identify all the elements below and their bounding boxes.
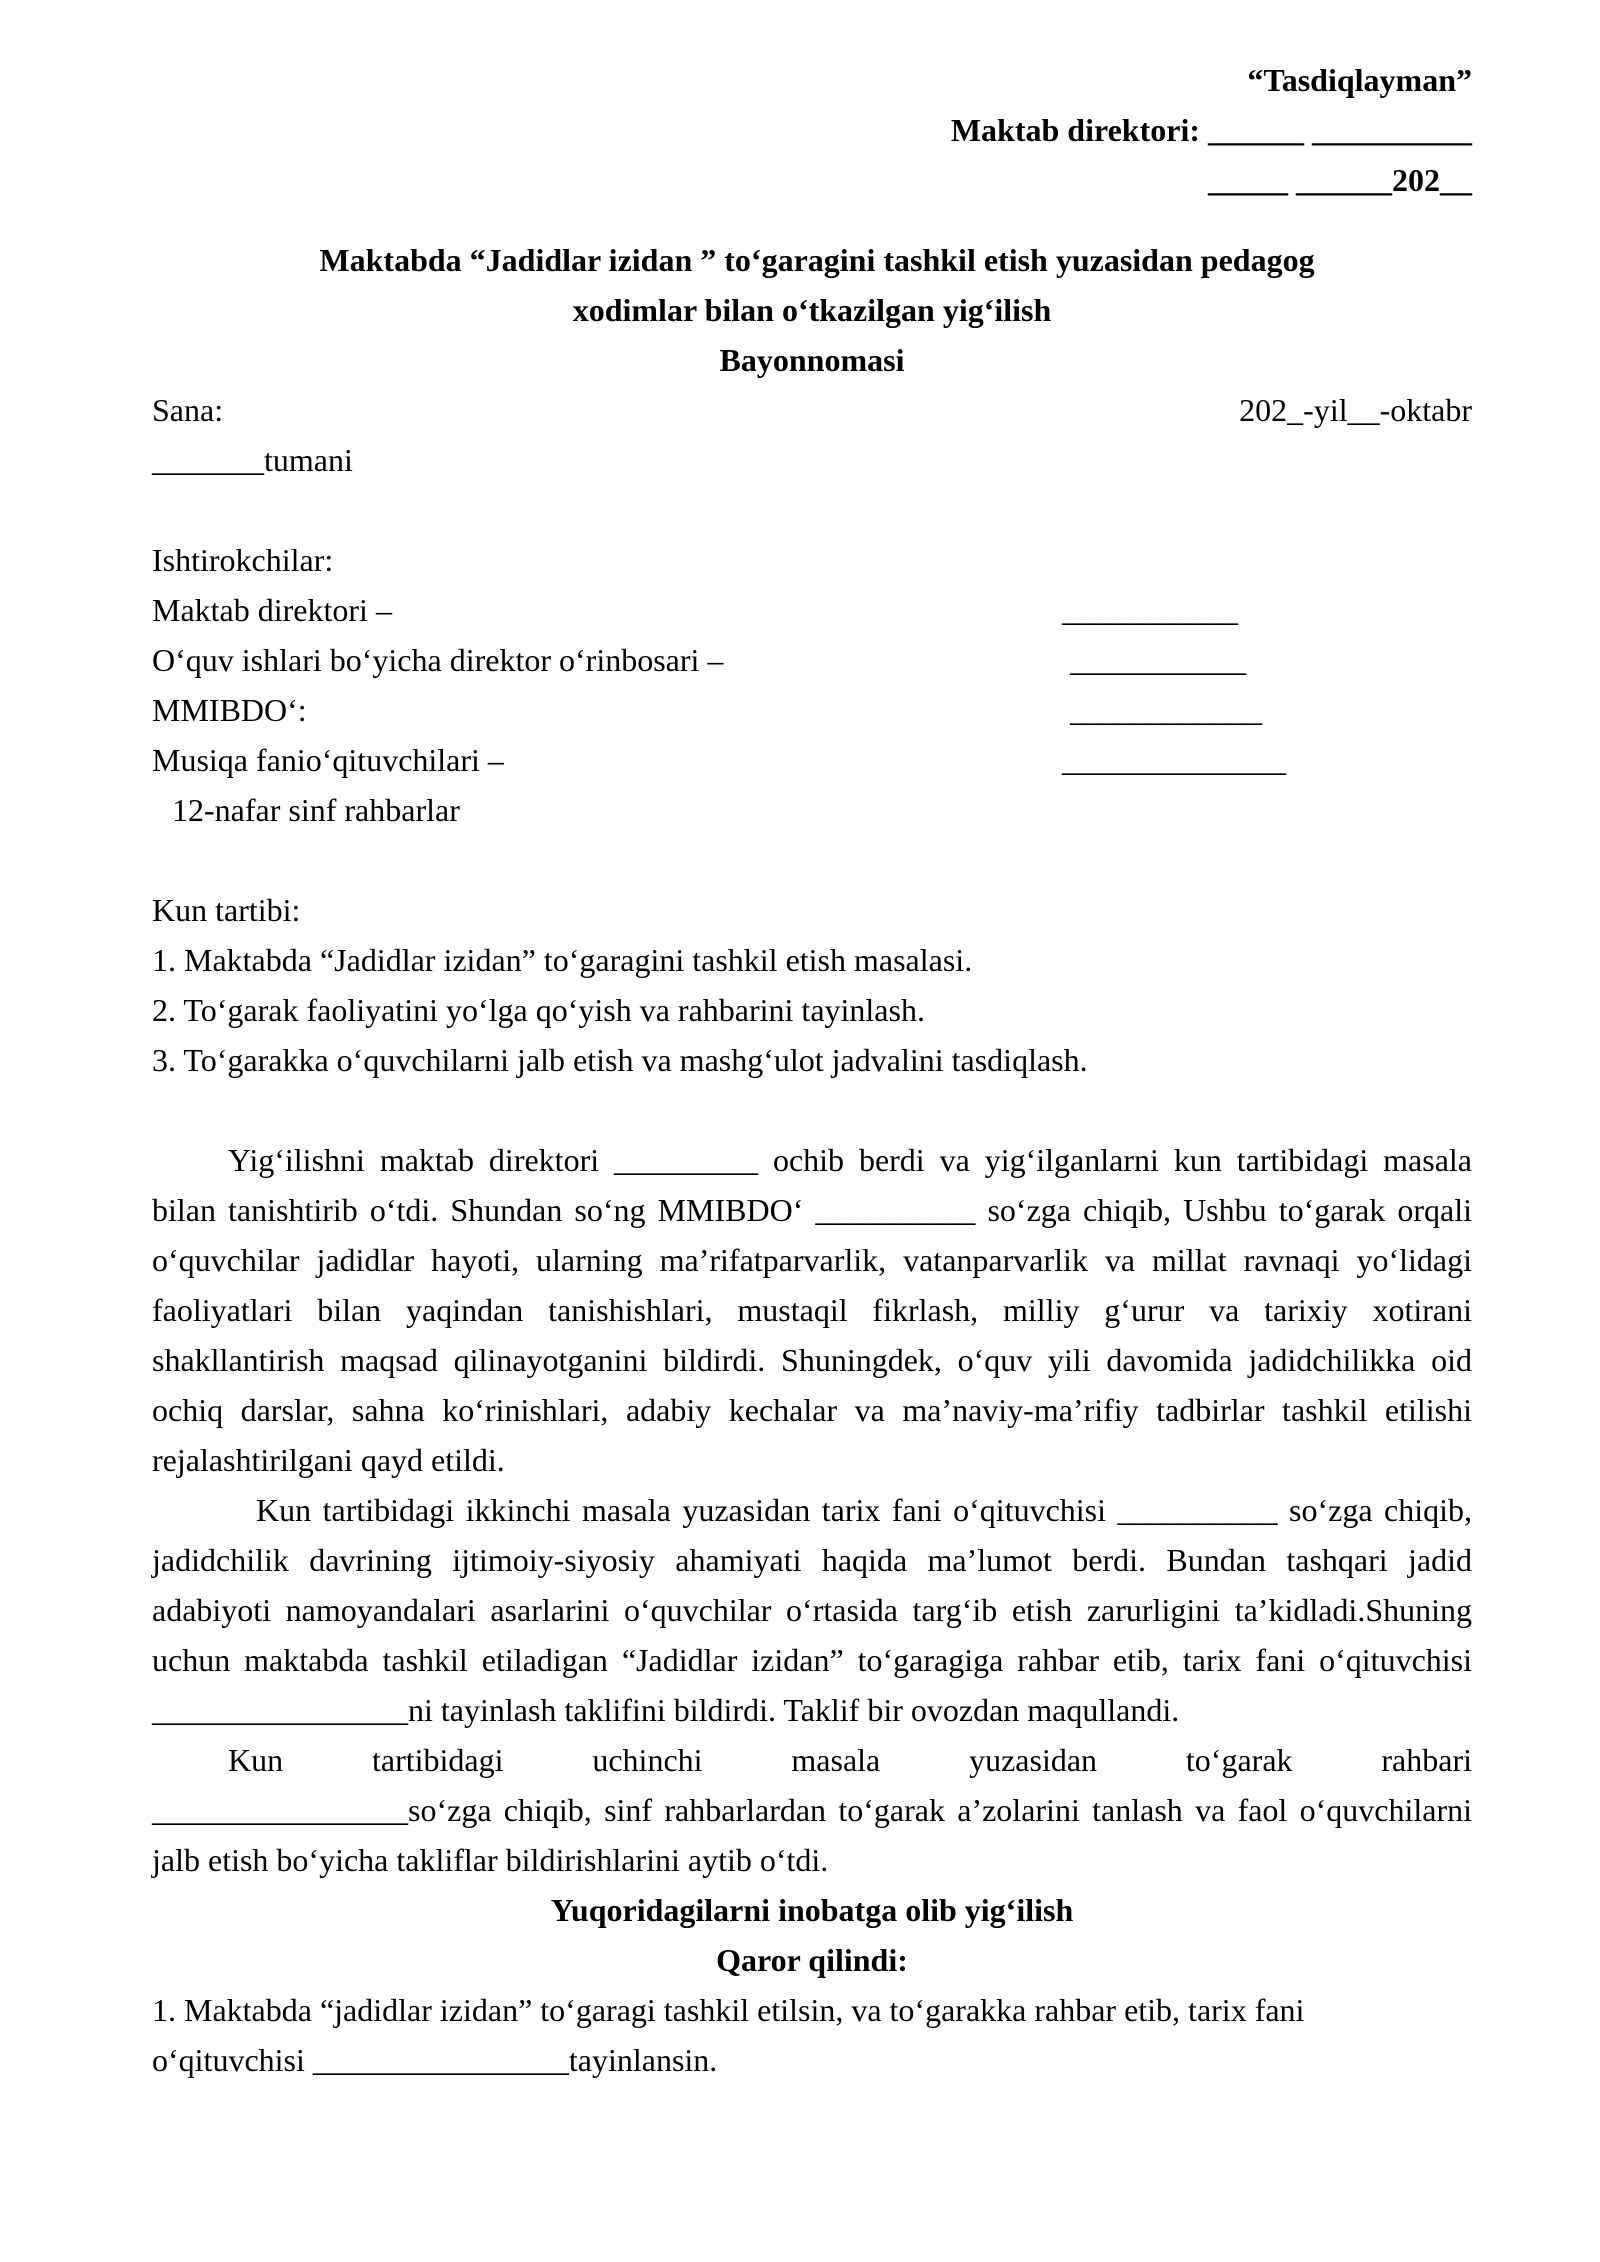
participant-name-line: ___________ <box>1062 642 1246 678</box>
participant-row <box>152 585 1472 635</box>
director-signature-line: Maktab direktori: ______ __________ <box>950 112 1472 148</box>
agenda-heading: Kun tartibi: <box>152 892 301 928</box>
decision-heading-2: Qaror qilindi: <box>716 1942 908 1978</box>
body-paragraph-3-first-line: Kun tartibidagi uchinchi masala yuzasidan to‘garak rahbari <box>228 1742 1472 1778</box>
district-line: _______tumani <box>152 442 353 478</box>
agenda-item: 1. Maktabda “Jadidlar izidan” to‘garagini tashkil etish masalasi. <box>152 942 973 978</box>
document-title-line1: Maktabda “Jadidlar izidan ” to‘garagini tashkil etish yuzasidan pedagog <box>319 242 1315 278</box>
participant-role: Musiqa fanio‘qituvchilari – <box>152 742 504 778</box>
document-title-line3: Bayonnomasi <box>719 342 905 378</box>
participant-name-line: ___________ <box>1062 592 1238 628</box>
participant-role: O‘quv ishlari bo‘yicha direktor o‘rinbosari – <box>152 642 724 678</box>
body-paragraph-2: Kun tartibidagi ikkinchi masala yuzasidan tarix fani o‘qituvchisi __________ so‘zga chiqib, jadidchilik davrining ijtimoiy-siyosiy ahamiyati haqida ma’lumot berdi. Bundan tashqari jadid adabiyoti namoyandalari asarlarini o‘quvchilar o‘rtasida targ‘ib etish zarurligini ta’kidladi.Shuning uchun maktabda tashkil etiladigan “Jadidlar izidan” to‘garagiga rahbar etib, tarix fani o‘qituvchisi ________________ni tayinlash taklifini bildirdi. Taklif bir ovozdan maqullandi. <box>152 1492 1472 1728</box>
decision-item-1: 1. Maktabda “jadidlar izidan” to‘garagi tashkil etilsin, va to‘garakka rahbar etib, tarix fani o‘qituvchisi ________________tayinlansin. <box>152 1992 1305 2078</box>
participant-row <box>152 685 1472 735</box>
decision-heading-1: Yuqoridagilarni inobatga olib yig‘ilish <box>550 1892 1074 1928</box>
participant-row <box>152 735 1472 785</box>
document-title-line2: xodimlar bilan o‘tkazilgan yig‘ilish <box>572 292 1052 328</box>
participant-name-line: ______________ <box>1062 742 1286 778</box>
date-label: Sana: <box>152 392 224 428</box>
participant-name-line: ____________ <box>1062 692 1262 728</box>
participant-row <box>152 635 1472 685</box>
participants-extra: 12-nafar sinf rahbarlar <box>172 792 460 828</box>
approval-date-line: _____ ______202__ <box>1208 162 1472 198</box>
document-page <box>152 55 1472 2085</box>
date-value: 202_-yil__-oktabr <box>1239 392 1472 428</box>
participant-role: MMIBDO‘: <box>152 692 307 728</box>
agenda-item: 3. To‘garakka o‘quvchilarni jalb etish va mashg‘ulot jadvalini tasdiqlash. <box>152 1042 1088 1078</box>
body-paragraph-3-rest: ________________so‘zga chiqib, sinf rahbarlardan to‘garak a’zolarini tanlash va faol o‘quvchilarni jalb etish bo‘yicha takliflar bildirishlarini aytib o‘tdi. <box>152 1792 1472 1878</box>
agenda-item: 2. To‘garak faoliyatini yo‘lga qo‘yish va rahbarini tayinlash. <box>152 992 925 1028</box>
approval-label: “Tasdiqlayman” <box>1247 62 1472 98</box>
date-row <box>152 385 1472 435</box>
participants-heading: Ishtirokchilar: <box>152 542 334 578</box>
participant-role: Maktab direktori – <box>152 592 392 628</box>
body-paragraph-1: Yig‘ilishni maktab direktori _________ ochib berdi va yig‘ilganlarni kun tartibidagi masala bilan tanishtirib o‘tdi. Shundan so‘ng MMIBDO‘ __________ so‘zga chiqib, Ushbu to‘garak orqali o‘quvchilar jadidlar hayoti, ularning ma’rifatparvarlik, vatanparvarlik va millat ravnaqi yo‘lidagi faoliyatlari bilan yaqindan tanishishlari, mustaqil fikrlash, milliy g‘urur va tarixiy xotirani shakllantirish maqsad qilinayotganini bildirdi. Shuningdek, o‘quv yili davomida jadidchilikka oid ochiq darslar, sahna ko‘rinishlari, adabiy kechalar va ma’naviy-ma’rifiy tadbirlar tashkil etilishi rejalashtirilgani qayd etildi. <box>152 1142 1472 1478</box>
